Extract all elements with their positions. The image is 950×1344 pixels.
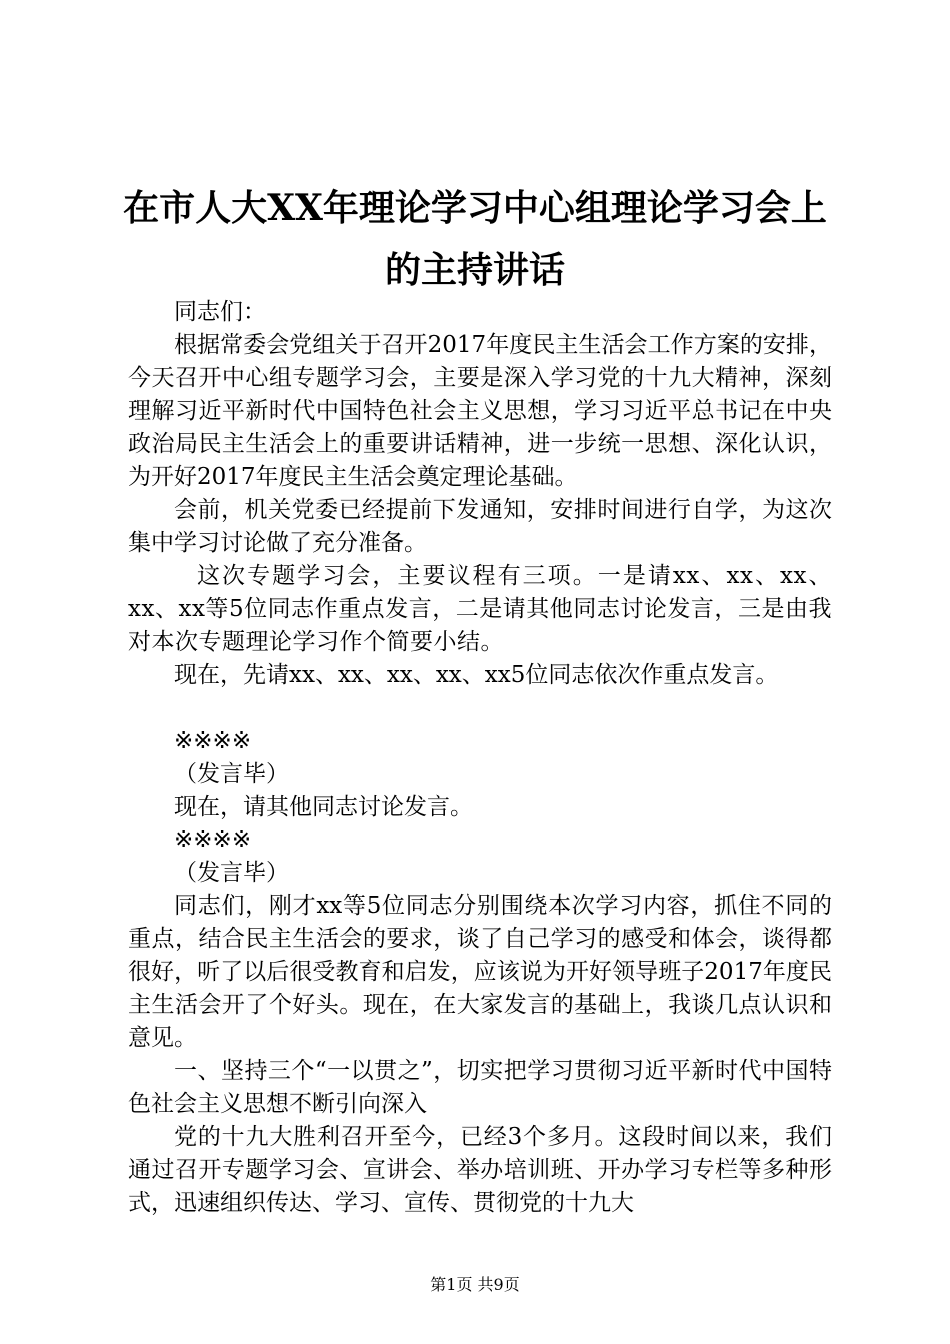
speech-finished-note-2: （发言毕）	[174, 860, 289, 886]
document-title-line-1: 在市人大XX年理论学习中心组理论学习会上	[123, 187, 827, 229]
paragraph-3: 这次专题学习会，主要议程有三项。一是请xx、xx、xx、xx、xx等5位同志作重点发言，二是请其他同志讨论发言，三是由我对本次专题理论学习作个简要小结。	[128, 563, 832, 655]
separator-marks-1: ※※※※	[174, 728, 252, 754]
paragraph-8: 党的十九大胜利召开至今，已经3个多月。这段时间以来，我们通过召开专题学习会、宣讲会、举办培训班、开办学习专栏等多种形式，迅速组织传达、学习、宣传、贯彻党的十九大	[128, 1124, 832, 1216]
paragraph-6: 同志们，刚才xx等5位同志分别围绕本次学习内容，抓住不同的重点，结合民主生活会的要求，谈了自己学习的感受和体会，谈得都很好，听了以后很受教育和启发，应该说为开好领导班子2017年度民主生活会开了个好头。现在，在大家发言的基础上，我谈几点认识和意见。	[128, 893, 832, 1051]
section-heading-1: 一、坚持三个“一以贯之”，切实把学习贯彻习近平新时代中国特色社会主义思想不断引向深入	[128, 1058, 832, 1117]
document-body	[128, 296, 832, 1220]
paragraph-1: 根据常委会党组关于召开2017年度民主生活会工作方案的安排，今天召开中心组专题学习会，主要是深入学习党的十九大精神，深刻理解习近平新时代中国特色社会主义思想，学习习近平总书记在中央政治局民主生活会上的重要讲话精神，进一步统一思想、深化认识，为开好2017年度民主生活会奠定理论基础。	[128, 332, 832, 490]
paragraph-4: 现在，先请xx、xx、xx、xx、xx5位同志依次作重点发言。	[174, 662, 779, 688]
document-title-line-2: 的主持讲话	[384, 249, 565, 291]
salutation: 同志们：	[174, 299, 266, 325]
separator-marks-2: ※※※※	[174, 827, 252, 853]
blank-line	[128, 692, 832, 725]
speech-finished-note-1: （发言毕）	[174, 761, 289, 787]
page-number-footer: 第1页 共9页	[430, 1275, 520, 1294]
paragraph-5: 现在，请其他同志讨论发言。	[174, 794, 473, 820]
paragraph-2: 会前，机关党委已经提前下发通知，安排时间进行自学，为这次集中学习讨论做了充分准备。	[128, 497, 832, 556]
